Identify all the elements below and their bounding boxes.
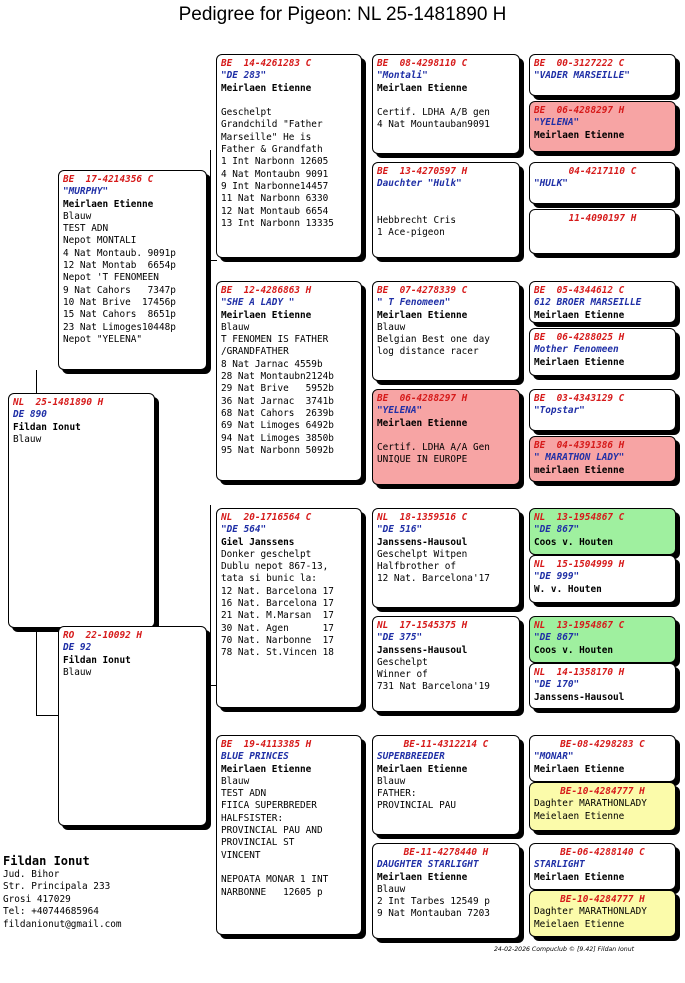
info-line: Blauw: [63, 666, 92, 678]
pigeon-name: Mother Fenomeen: [534, 344, 619, 356]
info-line: Donker geschelpt: [221, 548, 312, 560]
pigeon-name: DE 92: [63, 642, 92, 654]
pigeon-card-g13: [529, 735, 676, 782]
info-line: 2 Int Tarbes 12549 p: [377, 896, 490, 908]
pigeon-name: "DE 867": [534, 632, 580, 644]
owner-name: Coos v. Houten: [534, 644, 614, 656]
info-line: Certif. LDHA A/A Gen: [377, 442, 490, 454]
page-title: Pedigree for Pigeon: NL 25-1481890 H: [178, 4, 507, 25]
info-line: Geschelpt Witpen: [377, 548, 468, 560]
pigeon-card-ff: [216, 54, 362, 258]
info-line: 1 Int Narbonn 12605: [221, 156, 329, 168]
pigeon-card-mm: [216, 735, 362, 935]
info-line: Geschelpt: [377, 656, 428, 668]
pigeon-name: "DE 375": [377, 632, 423, 644]
pigeon-name: Dauchter "Hulk": [377, 178, 462, 190]
pigeon-card-mfm: [372, 616, 520, 712]
owner-name: meirlaen Etienne: [534, 464, 625, 476]
ring-number: NL 13-1954867 C: [534, 620, 625, 631]
pigeon-card-g14: [529, 782, 676, 831]
ring-number: BE 08-4298110 C: [377, 58, 468, 69]
owner-name: Meirlaen Etienne: [377, 417, 468, 429]
pigeon-card-subject: [8, 393, 155, 628]
info-line: Certif. LDHA A/B gen: [377, 107, 490, 119]
connector: [210, 150, 211, 285]
info-line: Meielaen Etienne: [534, 918, 625, 930]
info-line: 9 Nat Montauban 7203: [377, 908, 490, 920]
info-line: [377, 191, 515, 203]
info-line: 10 Nat Brive 17456p: [63, 296, 176, 308]
ring-number: NL 18-1359516 C: [377, 512, 468, 523]
owner-name: Meirlaen Etienne: [221, 309, 312, 321]
pigeon-name: "DE 170": [534, 679, 580, 691]
info-line: tata si bunic la:: [221, 573, 317, 585]
info-line: Daghter MARATHONLADY: [534, 798, 647, 810]
pigeon-name: "DE 867": [534, 524, 580, 536]
ring-number: BE 06-4288025 H: [534, 332, 625, 343]
info-line: TEST ADN: [221, 788, 267, 800]
info-line: Blauw: [13, 433, 42, 445]
ring-number: BE 13-4270597 H: [377, 166, 468, 177]
info-line: Blauw: [63, 210, 92, 222]
info-line: Blauw: [377, 883, 406, 895]
pigeon-card-mmf: [372, 735, 520, 835]
info-line: 95 Nat Narbonn 5092b: [221, 444, 334, 456]
owner-name: Meirlaen Etienne: [221, 82, 312, 94]
info-line: 1 Ace-pigeon: [377, 227, 445, 239]
ring-number: NL 14-1358170 H: [534, 667, 625, 678]
ring-number: BE 14-4261283 C: [221, 58, 312, 69]
info-line: 23 Nat Limoges10448p: [63, 321, 176, 333]
info-line: Hebbrecht Cris: [377, 215, 457, 227]
info-line: PROVINCIAL PAU: [377, 800, 457, 812]
pigeon-card-mother: [58, 626, 207, 826]
breeder-line: Grosi 417029: [3, 893, 71, 905]
pigeon-name: "YELENA": [377, 405, 423, 417]
info-line: FATHER:: [377, 788, 417, 800]
info-line: 731 Nat Barcelona'19: [377, 681, 490, 693]
ring-number: 04-4217110 C: [568, 166, 637, 177]
pigeon-card-g10: [529, 555, 676, 603]
info-line: log distance racer: [377, 346, 479, 358]
pigeon-card-ffm: [372, 162, 520, 258]
pigeon-name: "MONAR": [534, 751, 574, 763]
ring-number: BE 07-4278339 C: [377, 285, 468, 296]
info-line: 29 Nat Brive 5952b: [221, 383, 334, 395]
pigeon-card-fff: [372, 54, 520, 154]
owner-name: Meirlaen Etienne: [221, 763, 312, 775]
ring-number: BE-08-4298283 C: [560, 739, 645, 750]
ring-number: NL 15-1504999 H: [534, 559, 625, 570]
owner-name: Meirlaen Etienne: [534, 309, 625, 321]
ring-number: BE 04-4391386 H: [534, 440, 625, 451]
pigeon-card-fmm: [372, 389, 520, 485]
info-line: 70 Nat. Narbonne 17: [221, 634, 334, 646]
owner-name: Meirlaen Etienne: [63, 198, 154, 210]
breeder-line: Jud. Bihor: [3, 869, 60, 880]
pigeon-card-g15: [529, 843, 676, 890]
owner-name: Meirlaen Etienne: [534, 356, 625, 368]
pigeon-name: "Topstar": [534, 405, 585, 417]
info-line: Blauw: [221, 321, 250, 333]
info-line: 12 Nat Montaub 6654: [221, 205, 329, 217]
pigeon-name: "DE 999": [534, 571, 580, 583]
info-line: /GRANDFATHER: [221, 346, 289, 358]
info-line: HALFSISTER:: [221, 812, 284, 824]
breeder-line: Str. Principala 233: [3, 881, 111, 893]
info-line: 78 Nat. St.Vincen 18: [221, 647, 334, 659]
owner-name: Meirlaen Etienne: [377, 871, 468, 883]
info-line: Grandchild "Father: [221, 119, 323, 131]
ring-number: BE 05-4344612 C: [534, 285, 625, 296]
ring-number: RO 22-10092 H: [63, 630, 143, 641]
pigeon-card-g9: [529, 508, 676, 555]
breeder-info: [3, 853, 122, 931]
info-line: Dublu nepot 867-13,: [221, 561, 329, 573]
info-line: Halfbrother of: [377, 561, 457, 573]
info-line: [377, 203, 515, 215]
info-line: 12 Nat. Barcelona'17: [377, 573, 490, 585]
pigeon-name: "DE 564": [221, 524, 267, 536]
pigeon-name: 612 BROER MARSEILLE: [534, 297, 642, 309]
pigeon-card-g7: [529, 389, 676, 431]
connector: [210, 505, 211, 740]
pigeon-name: "MURPHY": [63, 186, 109, 198]
info-line: 4 Nat Montaub. 9091p: [63, 247, 176, 259]
owner-name: Janssens-Hausoul: [534, 691, 625, 703]
ring-number: BE-11-4312214 C: [403, 739, 489, 750]
info-line: Meielaen Etienne: [534, 810, 625, 822]
info-line: Nepot "YELENA": [63, 333, 143, 345]
breeder-line: Tel: +40744685964: [3, 906, 99, 918]
ring-number: BE 06-4288297 H: [534, 105, 625, 116]
pigeon-name: "HULK": [534, 178, 568, 190]
owner-name: Janssens-Hausoul: [377, 536, 468, 548]
owner-name: Meirlaen Etienne: [534, 129, 625, 141]
pigeon-name: STARLIGHT: [534, 859, 585, 871]
owner-name: Fildan Ionut: [63, 654, 131, 666]
pigeon-name: DAUGHTER STARLIGHT: [377, 859, 479, 871]
owner-name: Meirlaen Etienne: [377, 763, 468, 775]
info-line: 69 Nat Limoges 6492b: [221, 420, 334, 432]
info-line: [221, 95, 357, 107]
info-line: [377, 95, 515, 107]
pigeon-card-g3: [529, 162, 676, 204]
info-line: 11 Nat Narbonn 6330: [221, 193, 329, 205]
ring-number: BE-10-4284777 H: [560, 894, 645, 905]
ring-number: BE 00-3127222 C: [534, 58, 625, 69]
info-line: 9 Int Narbonne14457: [221, 180, 329, 192]
ring-number: BE 06-4288297 H: [377, 393, 468, 404]
info-line: 9 Nat Cahors 7347p: [63, 284, 176, 296]
info-line: 4 Nat Montaubn 9091: [221, 168, 329, 180]
owner-name: Meirlaen Etienne: [534, 763, 625, 775]
info-line: T FENOMEN IS FATHER: [221, 334, 329, 346]
info-line: TEST ADN: [63, 223, 109, 235]
pigeon-name: DE 890: [13, 409, 47, 421]
info-line: 4 Nat Mountauban9091: [377, 119, 490, 131]
info-line: Nepot 'T FENOMEEN: [63, 272, 159, 284]
connector: [36, 715, 60, 716]
info-line: 68 Nat Cahors 2639b: [221, 407, 334, 419]
ring-number: BE-06-4288140 C: [560, 847, 645, 858]
info-line: Nepot MONTALI: [63, 235, 137, 247]
info-line: Blauw: [221, 775, 250, 787]
info-line: PROVINCIAL ST: [221, 837, 295, 849]
info-line: 12 Nat Montab 6654p: [63, 260, 176, 272]
pigeon-name: "SHE A LADY ": [221, 297, 295, 309]
info-line: 15 Nat Cahors 8651p: [63, 309, 176, 321]
owner-name: Janssens-Hausoul: [377, 644, 468, 656]
pigeon-card-fmf: [372, 281, 520, 381]
ring-number: NL 13-1954867 C: [534, 512, 625, 523]
info-line: Marseille" He is: [221, 131, 312, 143]
info-line: Winner of: [377, 669, 428, 681]
ring-number: BE-10-4284777 H: [560, 786, 645, 797]
connector: [210, 260, 217, 261]
ring-number: BE 12-4286863 H: [221, 285, 312, 296]
info-line: 28 Nat Montaubn2124b: [221, 371, 334, 383]
pigeon-card-g5: [529, 281, 676, 323]
pigeon-card-g11: [529, 616, 676, 663]
pigeon-card-g16: [529, 890, 676, 937]
pigeon-name: "YELENA": [534, 117, 580, 129]
info-line: 16 Nat. Barcelona 17: [221, 598, 334, 610]
owner-name: Meirlaen Etienne: [377, 82, 468, 94]
info-line: 13 Int Narbonn 13335: [221, 217, 334, 229]
pigeon-card-mff: [372, 508, 520, 608]
owner-name: Giel Janssens: [221, 536, 295, 548]
pigeon-card-fm: [216, 281, 362, 481]
pigeon-card-g1: [529, 54, 676, 96]
pigeon-name: SUPERBREEDER: [377, 751, 445, 763]
ring-number: NL 20-1716564 C: [221, 512, 312, 523]
pigeon-card-g4: [529, 209, 676, 254]
owner-name: Fildan Ionut: [13, 421, 81, 433]
breeder-email: fildanionut@gmail.com: [3, 918, 122, 930]
pigeon-card-mf: [216, 508, 362, 708]
info-line: UNIQUE IN EUROPE: [377, 454, 468, 466]
info-line: NEPOATA MONAR 1 INT: [221, 874, 329, 886]
ring-number: BE-11-4278440 H: [403, 847, 489, 858]
info-line: 8 Nat Jarnac 4559b: [221, 358, 323, 370]
info-line: 94 Nat Limoges 3850b: [221, 432, 334, 444]
ring-number: BE 17-4214356 C: [63, 174, 154, 185]
info-line: [377, 430, 515, 442]
info-line: Daghter MARATHONLADY: [534, 906, 647, 918]
pigeon-name: "DE 516": [377, 524, 423, 536]
info-line: [221, 862, 357, 874]
info-line: VINCENT: [221, 849, 261, 861]
info-line: Geschelpt: [221, 107, 272, 119]
info-line: 12 Nat. Barcelona 17: [221, 585, 334, 597]
owner-name: Meirlaen Etienne: [377, 309, 468, 321]
pigeon-card-father: [58, 170, 207, 370]
info-line: Belgian Best one day: [377, 334, 490, 346]
connector: [36, 370, 37, 394]
pigeon-card-g2: [529, 101, 676, 152]
owner-name: Coos v. Houten: [534, 536, 614, 548]
info-line: 21 Nat. M.Marsan 17: [221, 610, 334, 622]
pigeon-card-g6: [529, 328, 676, 376]
pigeon-card-g8: [529, 436, 676, 482]
info-line: 30 Nat. Agen 17: [221, 622, 334, 634]
breeder-name: Fildan Ionut: [3, 854, 90, 868]
ring-number: BE 19-4113385 H: [221, 739, 312, 750]
info-line: NARBONNE 12605 p: [221, 886, 323, 898]
ring-number: BE 03-4343129 C: [534, 393, 625, 404]
pigeon-card-mmm: [372, 843, 520, 939]
ring-number: 11-4090197 H: [568, 213, 637, 224]
pigeon-name: " MARATHON LADY": [534, 452, 625, 464]
info-line: 36 Nat Jarnac 3741b: [221, 395, 334, 407]
ring-number: NL 25-1481890 H: [13, 397, 104, 408]
owner-name: Meirlaen Etienne: [534, 871, 625, 883]
footer-credit: 24-02-2026 Compuclub © [9.42] Fildan Ionut: [494, 946, 635, 953]
pigeon-card-g12: [529, 663, 676, 709]
pigeon-name: "Montali": [377, 70, 428, 82]
info-line: Father & Grandfath: [221, 144, 323, 156]
ring-number: NL 17-1545375 H: [377, 620, 468, 631]
pigeon-name: "DE 283": [221, 70, 267, 82]
pigeon-name: " T Fenomeen": [377, 297, 451, 309]
info-line: Blauw: [377, 775, 406, 787]
info-line: Blauw: [377, 321, 406, 333]
pigeon-name: BLUE PRINCES: [221, 751, 289, 763]
info-line: PROVINCIAL PAU AND: [221, 825, 323, 837]
owner-name: W. v. Houten: [534, 583, 602, 595]
pigeon-name: "VADER MARSEILLE": [534, 70, 630, 82]
info-line: FIICA SUPERBREDER: [221, 800, 317, 812]
